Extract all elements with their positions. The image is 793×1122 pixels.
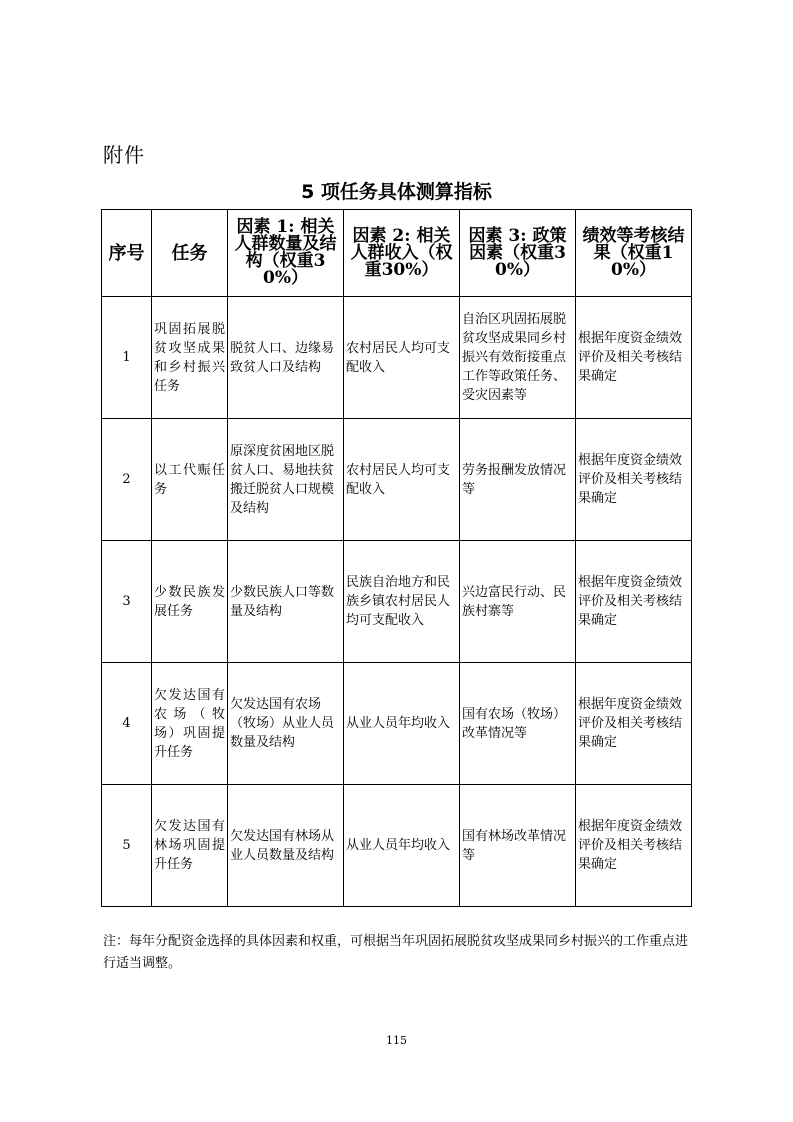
header-factor-3: 因素 3: 政策因素（权重30%） — [460, 210, 576, 297]
header-serial-number: 序号 — [102, 210, 152, 297]
cell-serial-number: 3 — [102, 541, 152, 663]
attachment-label: 附件 — [103, 143, 145, 167]
cell-serial-number: 4 — [102, 663, 152, 785]
document-title: 5 项任务具体测算指标 — [301, 181, 492, 203]
cell-factor-3: 兴边富民行动、民族村寨等 — [460, 541, 576, 663]
cell-factor-1: 脱贫人口、边缘易致贫人口及结构 — [228, 297, 344, 419]
header-factor-2: 因素 2: 相关人群收入（权重30%） — [344, 210, 460, 297]
cell-task: 以工代赈任务 — [152, 419, 228, 541]
cell-task: 巩固拓展脱贫攻坚成果和乡村振兴任务 — [152, 297, 228, 419]
cell-performance: 根据年度资金绩效评价及相关考核结果确定 — [576, 297, 692, 419]
header-task: 任务 — [152, 210, 228, 297]
page-number: 115 — [386, 1034, 407, 1047]
cell-task: 少数民族发展任务 — [152, 541, 228, 663]
cell-serial-number: 5 — [102, 785, 152, 907]
cell-serial-number: 1 — [102, 297, 152, 419]
cell-performance: 根据年度资金绩效评价及相关考核结果确定 — [576, 663, 692, 785]
table-row — [102, 419, 692, 541]
cell-factor-1: 欠发达国有林场从业人员数量及结构 — [228, 785, 344, 907]
cell-performance: 根据年度资金绩效评价及相关考核结果确定 — [576, 785, 692, 907]
header-performance: 绩效等考核结果（权重10%） — [576, 210, 692, 297]
cell-factor-2: 从业人员年均收入 — [344, 663, 460, 785]
cell-factor-2: 从业人员年均收入 — [344, 785, 460, 907]
table-row — [102, 541, 692, 663]
header-factor-1: 因素 1: 相关人群数量及结构（权重30%） — [228, 210, 344, 297]
cell-factor-3: 劳务报酬发放情况等 — [460, 419, 576, 541]
cell-factor-1: 欠发达国有农场（牧场）从业人员数量及结构 — [228, 663, 344, 785]
table-header-row — [102, 210, 692, 297]
cell-factor-3: 国有农场（牧场）改革情况等 — [460, 663, 576, 785]
cell-performance: 根据年度资金绩效评价及相关考核结果确定 — [576, 541, 692, 663]
table-row — [102, 663, 692, 785]
cell-task: 欠发达国有林场巩固提升任务 — [152, 785, 228, 907]
cell-task: 欠发达国有农场（牧场）巩固提升任务 — [152, 663, 228, 785]
cell-factor-2: 农村居民人均可支配收入 — [344, 419, 460, 541]
cell-factor-3: 国有林场改革情况等 — [460, 785, 576, 907]
indicator-table — [101, 209, 692, 907]
cell-factor-1: 少数民族人口等数量及结构 — [228, 541, 344, 663]
cell-factor-2: 农村居民人均可支配收入 — [344, 297, 460, 419]
cell-serial-number: 2 — [102, 419, 152, 541]
cell-factor-3: 自治区巩固拓展脱贫攻坚成果同乡村振兴有效衔接重点工作等政策任务、受灾因素等 — [460, 297, 576, 419]
table-note: 注：每年分配资金选择的具体因素和权重，可根据当年巩固拓展脱贫攻坚成果同乡村振兴的工作重点进行适当调整。 — [103, 934, 689, 971]
cell-factor-1: 原深度贫困地区脱贫人口、易地扶贫搬迁脱贫人口规模及结构 — [228, 419, 344, 541]
table-row — [102, 297, 692, 419]
cell-factor-2: 民族自治地方和民族乡镇农村居民人均可支配收入 — [344, 541, 460, 663]
table-row — [102, 785, 692, 907]
cell-performance: 根据年度资金绩效评价及相关考核结果确定 — [576, 419, 692, 541]
